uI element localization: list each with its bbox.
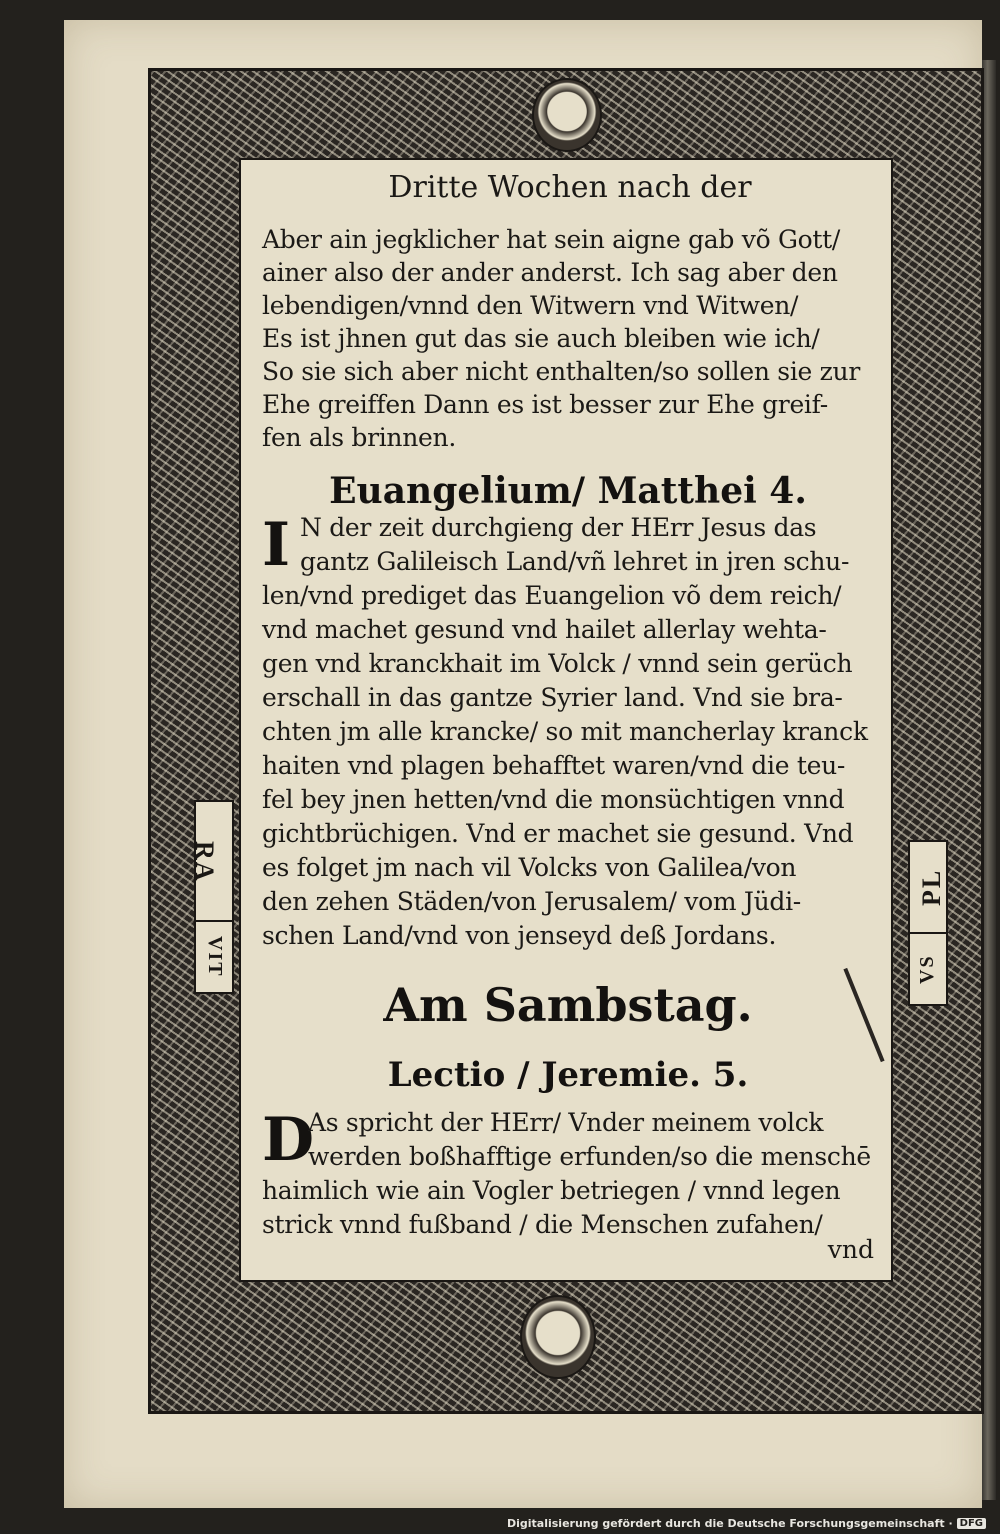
text-line: gen vnd kranckhait im Volck / vnnd sein gerüch [262, 649, 853, 678]
lectio-heading: Lectio / Jeremie. 5. [387, 1055, 749, 1095]
text-line: Es ist jhnen gut das sie auch bleiben wie ich/ [262, 324, 820, 353]
text-line: den zehen Städen/von Jerusalem/ vom Jüdi- [262, 887, 801, 916]
text-line: haimlich wie ain Vogler betriegen / vnnd legen [262, 1176, 841, 1205]
catchword: vnd [827, 1235, 874, 1264]
footer-text: Digitalisierung gefördert durch die Deutsche Forschungsgemeinschaft · [506, 1517, 953, 1530]
text-line: erschall in das gantze Syrier land. Vnd sie bra- [262, 683, 843, 712]
text-line: vnd machet gesund vnd hailet allerlay wehta- [262, 615, 827, 644]
page-edge [982, 60, 996, 1500]
text-line: lebendigen/vnnd den Witwern vnd Witwen/ [262, 291, 799, 320]
left-pillar-inscription [190, 800, 234, 924]
right-pillar-inscription [908, 840, 948, 934]
gospel-heading: Euangelium/ Matthei 4. [329, 470, 807, 512]
text-line: N der zeit durchgieng der HErr Jesus das [300, 513, 817, 542]
text-line: chten jm alle krancke/ so mit mancherlay kranck [262, 717, 868, 746]
text-line: So sie sich aber nicht enthalten/so sollen sie zur [262, 357, 861, 386]
day-heading: Am Sambstag. [383, 978, 753, 1032]
text-line: es folget jm nach vil Volcks von Galilea/von [262, 853, 797, 882]
text-line: schen Land/vnd von jenseyd deß Jordans. [262, 921, 777, 950]
text-line: len/vnd prediget das Euangelion võ dem reich/ [262, 581, 842, 610]
dfg-logo: DFG [957, 1518, 986, 1529]
right-pillar-lower-inscription [908, 932, 948, 1006]
text-line: haiten vnd plagen behafftet waren/vnd die teu- [262, 751, 846, 780]
text-line: As spricht der HErr/ Vnder meinem volck [308, 1108, 824, 1137]
lectio-initial: D [262, 1105, 315, 1175]
left-pillar-lower-text: VIT [204, 936, 226, 978]
digitization-footer [507, 1517, 986, 1530]
text-line: fel bey jnen hetten/vnd die monsüchtigen vnnd [262, 785, 845, 814]
text-line: fen als brinnen. [262, 423, 456, 452]
text-line: ainer also der ander anderst. Ich sag aber den [262, 258, 838, 287]
gospel-initial: I [262, 510, 291, 580]
text-line: strick vnnd fußband / die Menschen zufahen/ [262, 1210, 823, 1239]
text-line: gantz Galileisch Land/vñ lehret in jren schu- [300, 547, 850, 576]
running-head: Dritte Wochen nach der [388, 170, 752, 205]
right-pillar-lower-text: VS [916, 954, 938, 984]
text-line: werden boßhafftige erfunden/so die menschē [308, 1142, 871, 1171]
bottom-cherub-ornament [520, 1295, 596, 1379]
right-pillar-text: PL [917, 868, 946, 906]
left-pillar-text: RA [190, 841, 219, 883]
left-pillar-lower-inscription [194, 920, 234, 994]
text-line: Ehe greiffen Dann es ist besser zur Ehe greif- [262, 390, 828, 419]
top-cherub-ornament [532, 78, 602, 152]
text-line: Aber ain jegklicher hat sein aigne gab võ Gott/ [262, 225, 841, 254]
text-line: gichtbrüchigen. Vnd er machet sie gesund. Vnd [262, 819, 854, 848]
